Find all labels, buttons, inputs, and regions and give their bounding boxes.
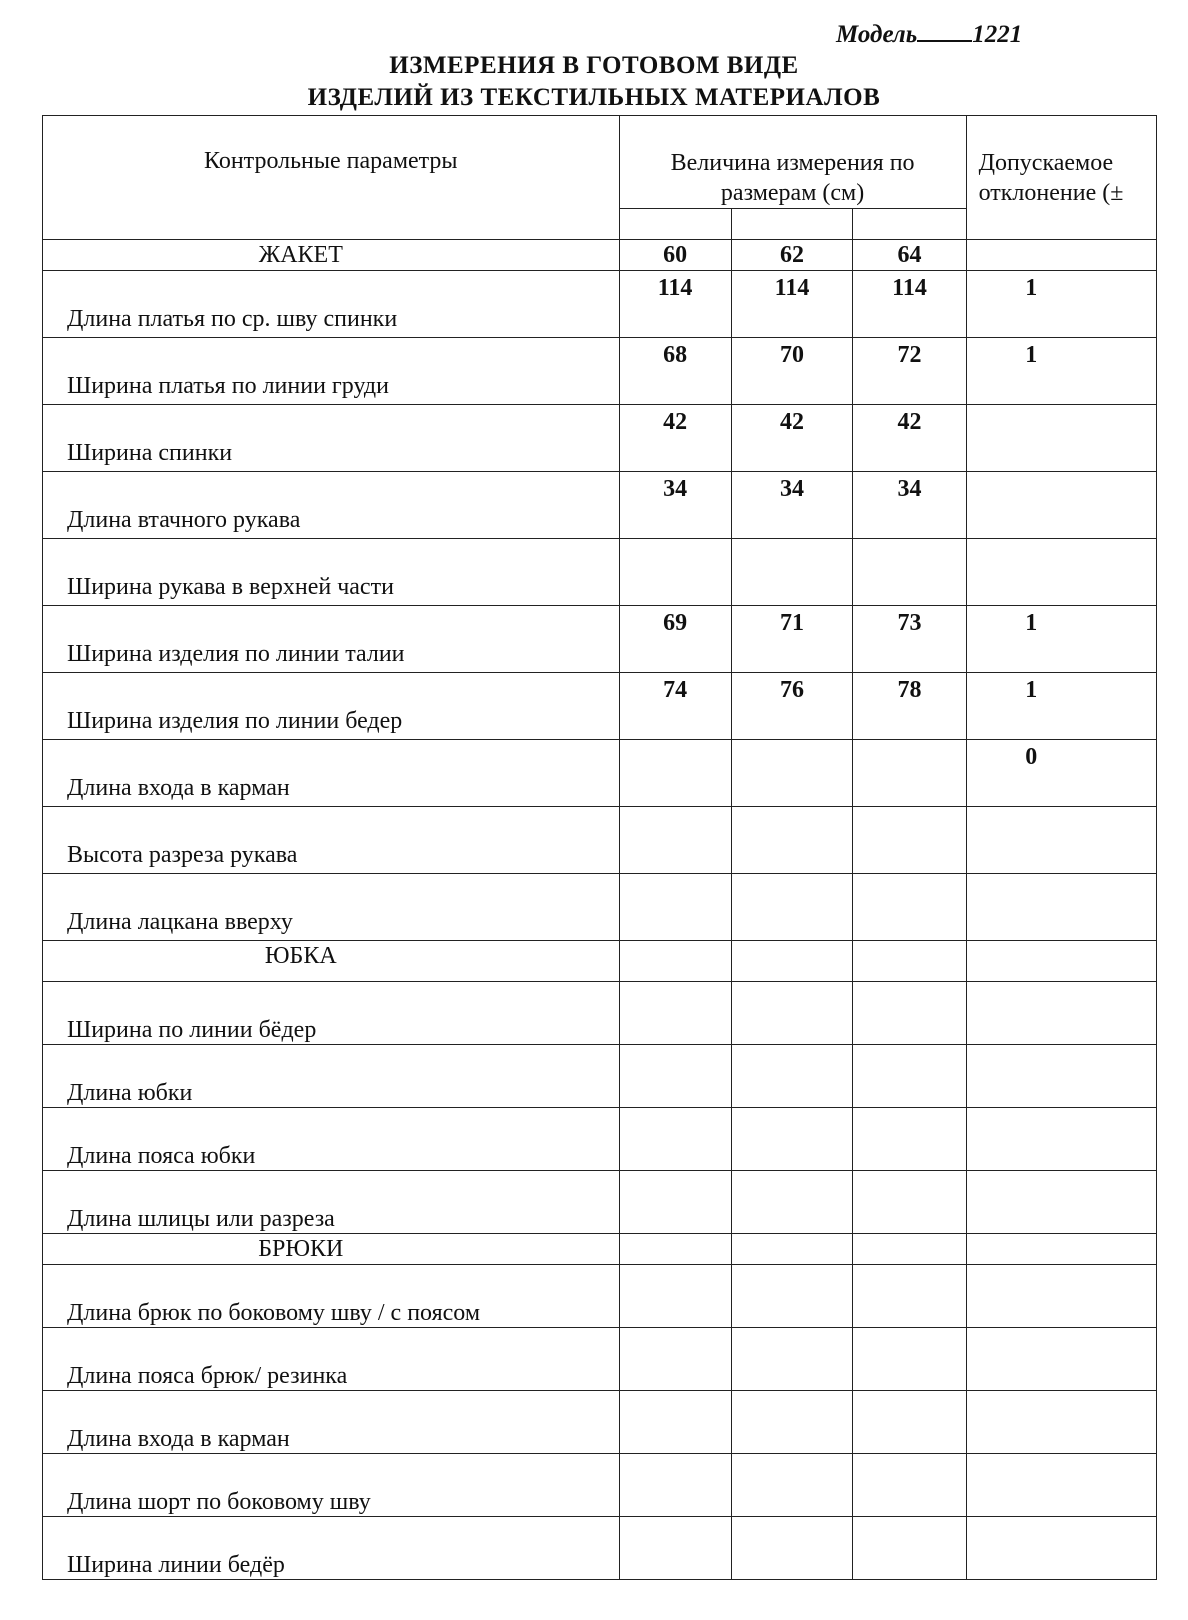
- table-row: [43, 673, 1157, 740]
- value-cell: 69: [619, 606, 731, 673]
- value-cell: [853, 1454, 966, 1517]
- parameter-name-cell: [43, 1171, 620, 1234]
- tolerance-cell: [966, 240, 1156, 271]
- value-cell: [619, 1108, 731, 1171]
- parameter-name-cell: [43, 1517, 620, 1580]
- value-cell: [619, 539, 731, 606]
- tolerance-cell: 0: [966, 740, 1156, 807]
- value-cell: [731, 740, 853, 807]
- tolerance-cell: [966, 1391, 1156, 1454]
- parameter-name: Длина пояса брюк/ резинка: [67, 1363, 348, 1389]
- parameter-name-cell: [43, 1391, 620, 1454]
- parameter-name: Длина входа в карман: [67, 775, 290, 801]
- table-row: [43, 1454, 1157, 1517]
- value-cell: [731, 1391, 853, 1454]
- parameter-name-cell: [43, 606, 620, 673]
- tolerance-cell: [966, 1171, 1156, 1234]
- table-row: [43, 1517, 1157, 1580]
- value-cell: 42: [619, 405, 731, 472]
- value-cell: [731, 1265, 853, 1328]
- value-cell: [853, 807, 966, 874]
- parameter-name-cell: [43, 807, 620, 874]
- size-subcell: [619, 209, 731, 240]
- parameter-name-cell: [43, 874, 620, 941]
- table-row: [43, 874, 1157, 941]
- parameter-name-cell: [43, 740, 620, 807]
- parameter-name-cell: [43, 472, 620, 539]
- value-cell: [731, 807, 853, 874]
- parameter-name-cell: [43, 1328, 620, 1391]
- parameter-name-cell: [43, 1045, 620, 1108]
- value-cell: [853, 1517, 966, 1580]
- value-cell: [619, 1234, 731, 1265]
- parameter-name: Ширина платья по линии груди: [67, 373, 389, 399]
- value-cell: [731, 1517, 853, 1580]
- value-cell: [731, 1045, 853, 1108]
- value-cell: [853, 1045, 966, 1108]
- value-cell: 34: [853, 472, 966, 539]
- model-label: Модель: [836, 21, 918, 48]
- value-cell: [853, 1171, 966, 1234]
- value-cell: [619, 1391, 731, 1454]
- value-cell: [853, 1328, 966, 1391]
- tolerance-cell: 1: [966, 673, 1156, 740]
- parameter-name: Высота разреза рукава: [67, 842, 298, 868]
- column-header-sizes-line1: Величина измерения по: [670, 150, 915, 176]
- value-cell: [853, 1234, 966, 1265]
- tolerance-cell: [966, 1045, 1156, 1108]
- value-cell: 74: [619, 673, 731, 740]
- value-cell: [619, 1328, 731, 1391]
- table-row: [43, 472, 1157, 539]
- section-row-jacket: [43, 240, 1157, 271]
- value-cell: 42: [853, 405, 966, 472]
- value-cell: [853, 1391, 966, 1454]
- value-cell: 72: [853, 338, 966, 405]
- parameter-name: Длина втачного рукава: [67, 507, 301, 533]
- parameter-name-cell: [43, 338, 620, 405]
- parameter-name: Длина шлицы или разреза: [67, 1206, 335, 1232]
- value-cell: 73: [853, 606, 966, 673]
- table-row: [43, 405, 1157, 472]
- table-row: [43, 338, 1157, 405]
- section-row-trousers: [43, 1234, 1157, 1265]
- parameter-name-cell: [43, 673, 620, 740]
- size-label: 60: [619, 240, 731, 271]
- value-cell: 34: [731, 472, 853, 539]
- column-header-sizes: [619, 116, 966, 209]
- value-cell: [619, 1171, 731, 1234]
- parameter-name: Длина лацкана вверху: [67, 909, 293, 935]
- value-cell: [731, 982, 853, 1045]
- table-row: [43, 1391, 1157, 1454]
- tolerance-cell: [966, 941, 1156, 982]
- parameter-name: Длина шорт по боковому шву: [67, 1489, 371, 1515]
- parameter-name-cell: [43, 1454, 620, 1517]
- value-cell: [619, 1517, 731, 1580]
- value-cell: [853, 982, 966, 1045]
- value-cell: 114: [853, 271, 966, 338]
- table-row: [43, 1108, 1157, 1171]
- section-label-trousers: БРЮКИ: [43, 1234, 620, 1265]
- value-cell: [619, 982, 731, 1045]
- value-cell: [853, 740, 966, 807]
- column-header-tolerance-line1: Допускаемое: [978, 150, 1114, 176]
- value-cell: 114: [731, 271, 853, 338]
- value-cell: [731, 539, 853, 606]
- value-cell: [731, 941, 853, 982]
- parameter-name: Длина брюк по боковому шву / с поясом: [67, 1300, 481, 1326]
- parameter-name: Ширина рукава в верхней части: [67, 574, 394, 600]
- size-subcell: [731, 209, 853, 240]
- tolerance-cell: [966, 1328, 1156, 1391]
- value-cell: [853, 941, 966, 982]
- size-label: 62: [731, 240, 853, 271]
- tolerance-cell: [966, 982, 1156, 1045]
- parameter-name-cell: [43, 405, 620, 472]
- tolerance-cell: [966, 472, 1156, 539]
- tolerance-cell: [966, 1108, 1156, 1171]
- value-cell: 114: [619, 271, 731, 338]
- parameter-name: Ширина изделия по линии бедер: [67, 708, 403, 734]
- parameter-name-cell: [43, 1265, 620, 1328]
- tolerance-cell: [966, 1454, 1156, 1517]
- value-cell: [853, 539, 966, 606]
- size-label: 64: [853, 240, 966, 271]
- parameter-name: Ширина по линии бёдер: [67, 1017, 317, 1043]
- section-label-skirt: ЮБКА: [43, 941, 620, 982]
- value-cell: 42: [731, 405, 853, 472]
- document-title-line2: ИЗДЕЛИЙ ИЗ ТЕКСТИЛЬНЫХ МАТЕРИАЛОВ: [307, 84, 881, 111]
- tolerance-cell: [966, 539, 1156, 606]
- table-row: [43, 1265, 1157, 1328]
- value-cell: [619, 807, 731, 874]
- table-row: [43, 1045, 1157, 1108]
- table-row: [43, 982, 1157, 1045]
- value-cell: [731, 1171, 853, 1234]
- measurements-table: [42, 115, 1157, 1580]
- value-cell: 70: [731, 338, 853, 405]
- parameter-name-cell: [43, 271, 620, 338]
- tolerance-cell: [966, 874, 1156, 941]
- table-row: [43, 606, 1157, 673]
- value-cell: 71: [731, 606, 853, 673]
- parameter-name: Длина юбки: [67, 1080, 193, 1106]
- tolerance-cell: [966, 1234, 1156, 1265]
- table-row: [43, 740, 1157, 807]
- value-cell: [853, 874, 966, 941]
- parameter-name: Ширина спинки: [67, 440, 233, 466]
- value-cell: [619, 874, 731, 941]
- value-cell: [731, 1328, 853, 1391]
- tolerance-cell: 1: [966, 606, 1156, 673]
- value-cell: [619, 1265, 731, 1328]
- column-header-tolerance-line2: отклонение (±: [978, 180, 1124, 206]
- column-header-parameters: Контрольные параметры: [43, 116, 620, 240]
- parameter-name: Длина платья по ср. шву спинки: [67, 306, 398, 332]
- tolerance-cell: 1: [966, 271, 1156, 338]
- value-cell: 34: [619, 472, 731, 539]
- tolerance-cell: 1: [966, 338, 1156, 405]
- value-cell: [619, 1454, 731, 1517]
- column-header-tolerance: [966, 116, 1156, 240]
- parameter-name-cell: [43, 982, 620, 1045]
- size-subcell: [853, 209, 966, 240]
- value-cell: 78: [853, 673, 966, 740]
- model-number: 1221: [972, 21, 1023, 48]
- parameter-name-cell: [43, 539, 620, 606]
- section-row-skirt: [43, 941, 1157, 982]
- table-row: [43, 1171, 1157, 1234]
- table-row: [43, 1328, 1157, 1391]
- value-cell: [731, 1108, 853, 1171]
- value-cell: [619, 740, 731, 807]
- parameter-name: Ширина изделия по линии талии: [67, 641, 405, 667]
- tolerance-cell: [966, 405, 1156, 472]
- value-cell: [731, 874, 853, 941]
- section-label-jacket: ЖАКЕТ: [43, 240, 620, 271]
- table-header-row: [43, 116, 1157, 209]
- tolerance-cell: [966, 1265, 1156, 1328]
- parameter-name-cell: [43, 1108, 620, 1171]
- table-row: [43, 271, 1157, 338]
- value-cell: 76: [731, 673, 853, 740]
- table-row: [43, 807, 1157, 874]
- parameter-name: Ширина линии бедёр: [67, 1552, 285, 1578]
- table-row: [43, 539, 1157, 606]
- column-header-sizes-line2: размерам (см): [720, 180, 865, 206]
- value-cell: [731, 1234, 853, 1265]
- parameter-name: Длина входа в карман: [67, 1426, 290, 1452]
- value-cell: [731, 1454, 853, 1517]
- value-cell: [619, 941, 731, 982]
- parameter-name: Длина пояса юбки: [67, 1143, 256, 1169]
- tolerance-cell: [966, 1517, 1156, 1580]
- value-cell: 68: [619, 338, 731, 405]
- value-cell: [853, 1265, 966, 1328]
- tolerance-cell: [966, 807, 1156, 874]
- document-title-line1: ИЗМЕРЕНИЯ В ГОТОВОМ ВИДЕ: [389, 52, 799, 79]
- value-cell: [853, 1108, 966, 1171]
- value-cell: [619, 1045, 731, 1108]
